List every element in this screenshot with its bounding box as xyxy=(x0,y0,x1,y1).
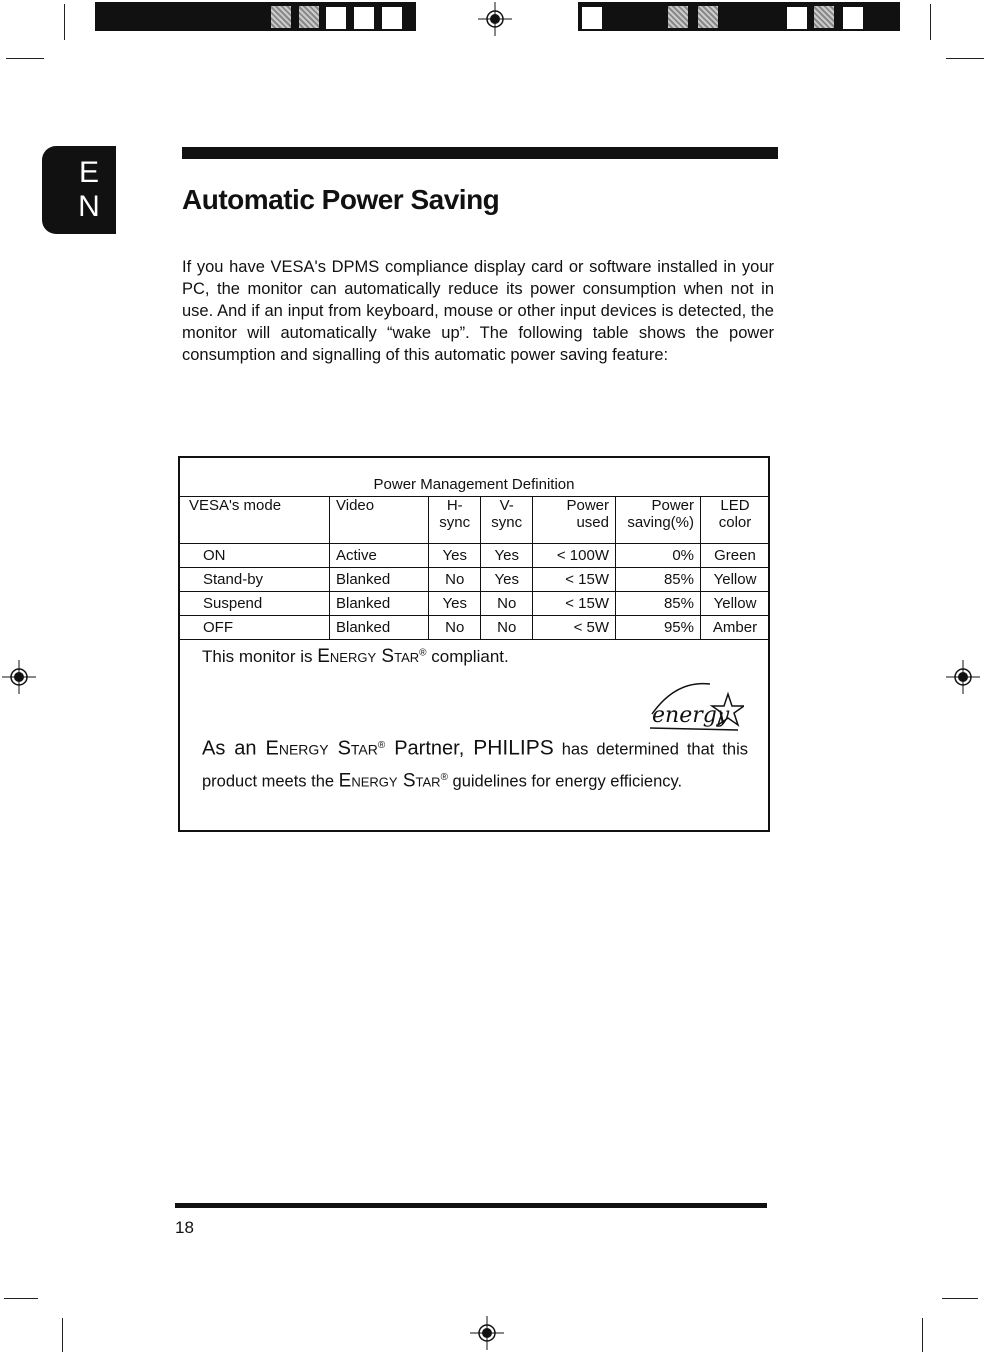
crop-mark xyxy=(930,4,931,40)
table-cell: 85% xyxy=(616,592,701,616)
registration-target-icon xyxy=(946,660,980,694)
table-cell: No xyxy=(429,616,481,640)
table-cell: Yellow xyxy=(701,568,770,592)
registration-bar-right xyxy=(578,2,900,31)
crop-mark xyxy=(6,58,44,59)
registered-mark: ® xyxy=(419,647,427,659)
page-title: Automatic Power Saving xyxy=(182,184,500,215)
page-number: 18 xyxy=(175,1218,194,1237)
column-header: VESA's mode xyxy=(179,497,330,544)
table-cell: OFF xyxy=(179,616,330,640)
text-segment: This monitor is xyxy=(202,647,318,666)
table-cell: Suspend xyxy=(179,592,330,616)
registration-box xyxy=(786,6,808,30)
registration-target-icon xyxy=(2,660,36,694)
table-cell: Yes xyxy=(429,544,481,568)
table-cell: Stand-by xyxy=(179,568,330,592)
power-management-table xyxy=(178,496,770,640)
table-cell: Yellow xyxy=(701,592,770,616)
crop-mark xyxy=(4,1298,38,1299)
energy-star-name: Energy Star xyxy=(265,737,378,760)
column-header: Power saving(%) xyxy=(616,497,701,544)
table-cell: < 100W xyxy=(533,544,616,568)
registration-box xyxy=(842,6,864,30)
column-header: Power used xyxy=(533,497,616,544)
table-cell: Yes xyxy=(481,568,533,592)
intro-paragraph: If you have VESA's DPMS compliance display card or software installed in your PC, the monitor can automatically reduce its power consumption when not in use. And if an input from keyboard, mouse or other input devices is detected, the monitor will automatically “wake up”. The following table shows the power consumption and signalling of this automatic power saving feature: xyxy=(182,258,774,364)
header-rule xyxy=(182,147,778,159)
registration-swatch xyxy=(814,6,834,28)
column-header: Video xyxy=(330,497,429,544)
crop-mark xyxy=(942,1298,978,1299)
footer-rule xyxy=(175,1203,767,1208)
energy-star-name: Energy Star xyxy=(317,646,420,667)
table-cell: Yes xyxy=(429,592,481,616)
column-header: LED color xyxy=(701,497,770,544)
table-cell: Yes xyxy=(481,544,533,568)
column-header: H-sync xyxy=(429,497,481,544)
registered-mark: ® xyxy=(377,740,386,751)
table-row xyxy=(179,616,770,640)
text-segment: compliant. xyxy=(426,647,509,666)
table-cell: 95% xyxy=(616,616,701,640)
table-cell: Blanked xyxy=(330,616,429,640)
table-cell: Active xyxy=(330,544,429,568)
language-letter: N xyxy=(78,190,100,223)
text-segment: has determined that this product meets the xyxy=(202,740,749,790)
energy-star-logo-icon xyxy=(648,678,744,736)
table-cell: ON xyxy=(179,544,330,568)
table-row xyxy=(179,544,770,568)
brand-name: PHILIPS xyxy=(473,736,554,760)
column-header: V-sync xyxy=(481,497,533,544)
table-cell: < 15W xyxy=(533,592,616,616)
table-cell: Blanked xyxy=(330,568,429,592)
crop-mark xyxy=(62,1318,63,1352)
table-caption: Power Management Definition xyxy=(373,476,575,493)
table-row xyxy=(179,568,770,592)
table-cell: No xyxy=(481,616,533,640)
registration-box xyxy=(353,6,375,30)
registration-target-icon xyxy=(478,2,512,36)
registration-bar-left xyxy=(95,2,416,31)
registration-box xyxy=(581,6,603,30)
table-cell: < 5W xyxy=(533,616,616,640)
registration-swatch xyxy=(299,6,319,28)
registration-box xyxy=(325,6,347,30)
energy-star-compliance-text xyxy=(202,646,509,668)
energy-logo-script: energy xyxy=(652,703,730,728)
registration-target-icon xyxy=(470,1316,504,1350)
table-cell: 85% xyxy=(616,568,701,592)
text-segment: Partner, xyxy=(385,737,474,760)
table-cell: Blanked xyxy=(330,592,429,616)
table-row xyxy=(179,592,770,616)
table-cell: No xyxy=(429,568,481,592)
registration-box xyxy=(381,6,403,30)
table-cell: No xyxy=(481,592,533,616)
crop-mark xyxy=(922,1318,923,1352)
registered-mark: ® xyxy=(440,771,448,783)
registration-swatch xyxy=(271,6,291,28)
table-cell: Green xyxy=(701,544,770,568)
registration-swatch xyxy=(698,6,718,28)
crop-mark xyxy=(64,4,65,40)
text-segment: guidelines for energy efficiency. xyxy=(447,772,683,790)
crop-mark xyxy=(946,58,984,59)
text-segment: As an xyxy=(202,737,266,760)
energy-star-name: Energy Star xyxy=(338,770,441,791)
energy-star-partner-paragraph xyxy=(202,732,748,795)
table-cell: 0% xyxy=(616,544,701,568)
table-cell: Amber xyxy=(701,616,770,640)
registration-swatch xyxy=(668,6,688,28)
language-tab xyxy=(42,146,116,234)
language-letter: E xyxy=(78,156,99,189)
table-header-row xyxy=(179,497,770,544)
table-cell: < 15W xyxy=(533,568,616,592)
